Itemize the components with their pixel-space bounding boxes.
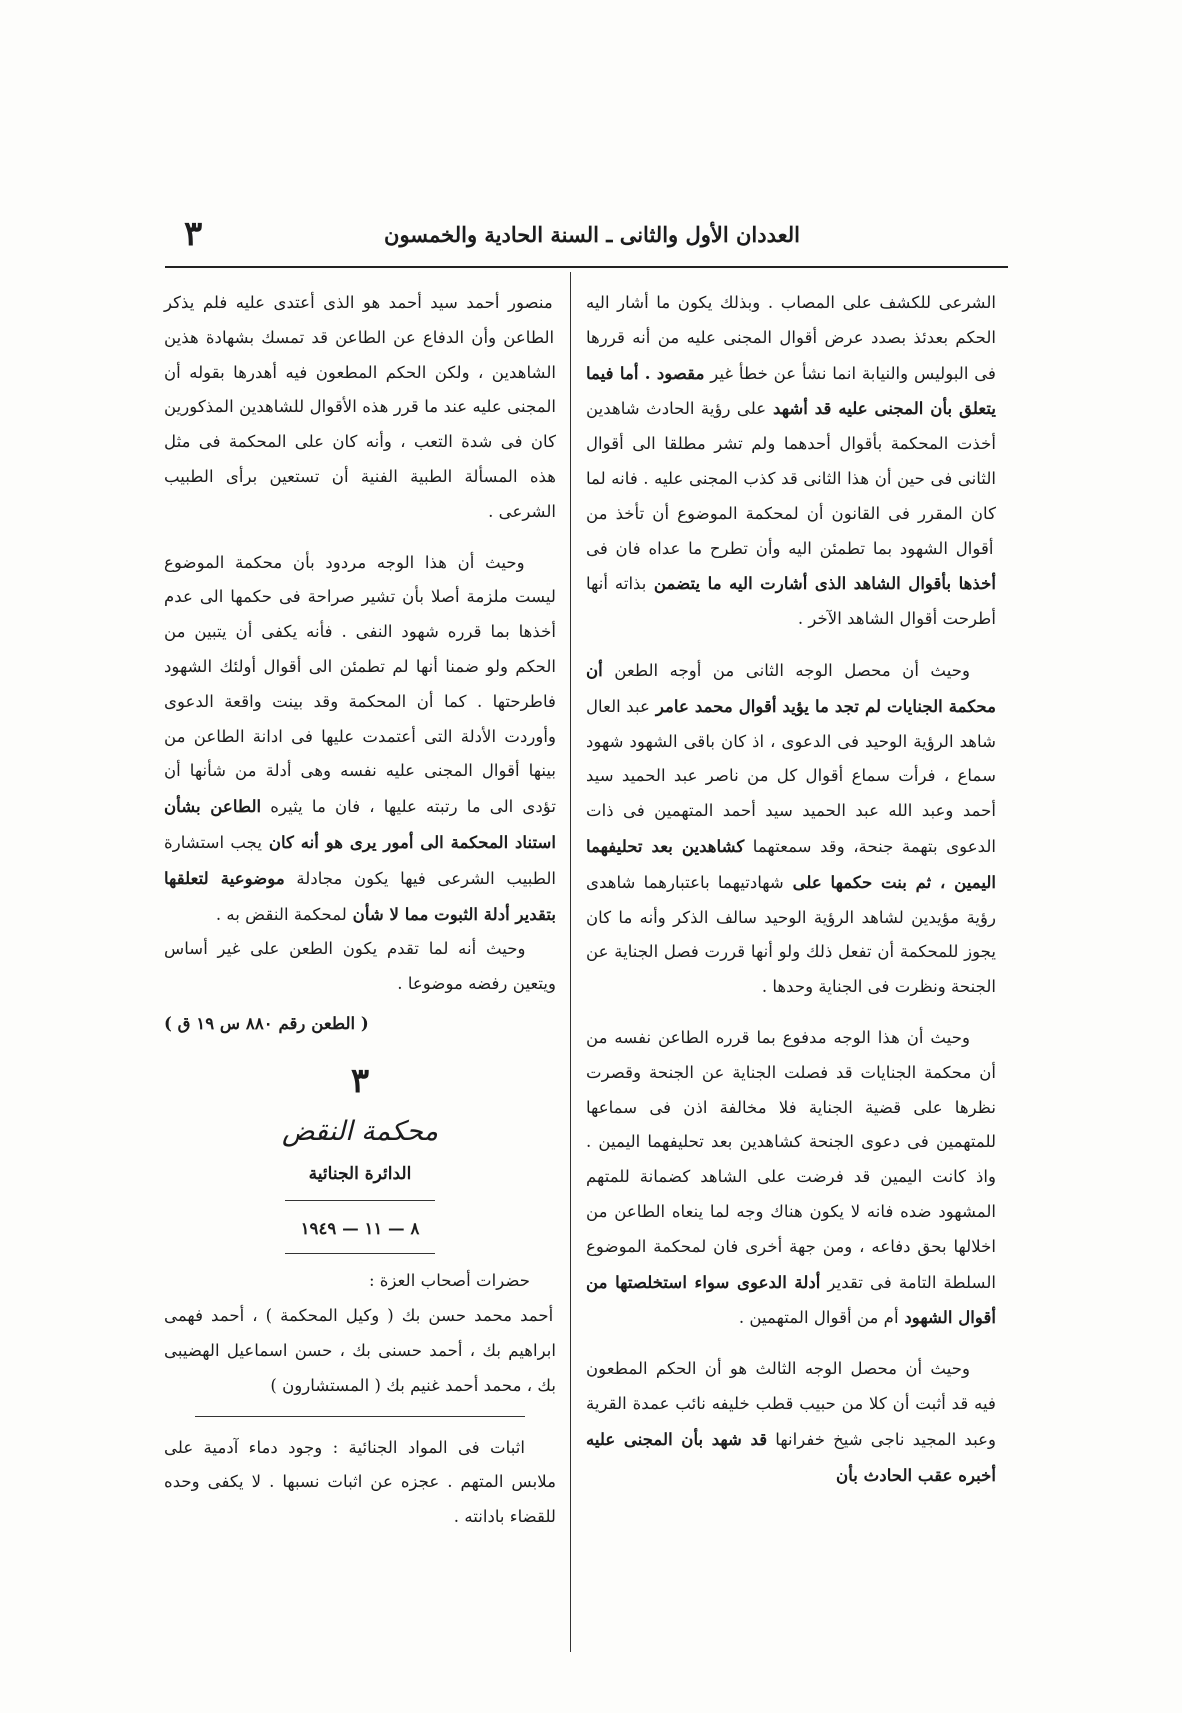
panel-judges: أحمد محمد حسن بك ( وكيل المحكمة ) ، أحمد فهمى ابراهيم بك ، أحمد حسنى بك ، حسن اسماعيل الهضيبى بك ، محمد أحمد غنيم بك ( المستشارون ) [164, 1306, 556, 1395]
paragraph-witnesses-defense: منصور أحمد سيد أحمد هو الذى أعتدى عليه فلم يذكر الطاعن وأن الدفاع عن الطاعن قد تمسك بشهادة هذين الشاهدين ، ولكن الحكم المطعون فيه أهدرها بقوله أن المجنى عليه عند ما قرر هذه الأقوال للشاهدين المذكورين كان فى شدة التعب ، وأنه كان على المحكمة فى مثل هذه المسألة الطبية الفنية أن تستعين برأى الطبيب الشرعى . [164, 293, 556, 521]
paragraph-medical-examiner: الشرعى للكشف على المصاب . وبذلك يكون ما أشار اليه الحكم بعدئذ بصدد عرض أقوال المجنى عليه من أنه قررها فى البوليس والنيابة انما نشأ عن خطأ غير مقصود . أما فيما يتعلق بأن المجنى عليه قد أشهد على رؤية الحادث شاهدين أخذت المحكمة بأقوال أحدهما ولم تشر مطلقا الى أقوال الثانى فى حين أن هذا الثانى قد كذب المجنى عليه . فانه لما كان المقرر فى القانون أن لمحكمة الموضوع أن تأخذ من أقوال الشهود بما تطمئن اليه وأن تطرح ما عداه فان فى أخذها بأقوال الشاهد الذى أشارت اليه ما يتضمن بذاته أنها أطرحت أقوال الشاهد الآخر . [586, 293, 997, 629]
case-number: ٣ [350, 1060, 370, 1101]
paragraph-third-ground: وحيث أن محصل الوجه الثالث هو أن الحكم المطعون فيه قد أثبت أن كلا من حبيب قطب خليفه نائب عمدة القرية وعبد المجيد ناجى شيخ خفرانها قد شهد بأن المجنى عليه أخبره عقب الحادث بأن [586, 1359, 996, 1485]
running-header [160, 214, 1020, 264]
appeal-citation: ( الطعن رقم ٨٨٠ س ١٩ ق ) [164, 1012, 369, 1033]
headnote: اثبات فى المواد الجنائية : وجود دماء آدمية على ملابس المتهم . عجزه عن اثبات نسبها . لا يكفى وحده للقضاء بادانته . [164, 1437, 556, 1527]
left-column [164, 286, 556, 1535]
judgment-date: ٨ — ١١ — ١٩٤٩ [300, 1217, 420, 1238]
paragraph-conclusion: وحيث أنه لما تقدم يكون الطعن على غير أساس ويتعين رفضه موضوعا . [164, 939, 556, 994]
circuit-name: الدائرة الجنائية [308, 1163, 412, 1184]
date-rule-bottom [285, 1253, 435, 1254]
headnote-rule [195, 1416, 525, 1417]
column-divider [570, 272, 571, 1652]
paragraph-third-ground-rebuttal: وحيث أن هذا الوجه مردود بأن محكمة الموضوع ليست ملزمة أصلا بأن تشير صراحة فى حكمها الى عدم أخذها بما قرره شهود النفى . فأنه يكفى أن يتبين من الحكم ولو ضمنا أنها لم تطمئن الى أقوال أولئك الشهود فاطرحتها . كما أن المحكمة وقد بينت واقعة الدعوى وأوردت الأدلة التى أعتمدت عليها فى ادانة الطاعن من بينها أقوال المجنى عليه نفسه وهى أدلة من شأنها أن تؤدى الى ما رتبته عليها ، فان ما يثيره الطاعن بشأن استناد المحكمة الى أمور يرى هو أنه كان يجب استشارة الطبيب الشرعى فيها يكون مجادلة موضوعية لتعلقها بتقدير أدلة الثبوت مما لا شأن لمحكمة النقض به . [164, 552, 557, 924]
header-rule [165, 266, 1008, 268]
date-rule-top [285, 1200, 435, 1201]
journal-issue-title: العددان الأول والثانى ـ السنة الحادية والخمسون [384, 222, 800, 247]
page-number: ٣ [184, 214, 203, 254]
court-name: محكمة النقض [281, 1115, 439, 1147]
panel-heading: حضرات أصحاب العزة : [368, 1271, 530, 1291]
paragraph-second-ground: وحيث أن محصل الوجه الثانى من أوجه الطعن أن محكمة الجنايات لم تجد ما يؤيد أقوال محمد عامر عبد العال شاهد الرؤية الوحيد فى الدعوى ، اذ كان باقى الشهود شهود سماع ، فرأت سماع أقوال كل من ناصر عبد الحميد سيد أحمد وعبد الله عبد الحميد سيد أحمد المتهمين فى ذات الدعوى بتهمة جنحة، وقد سمعتهما كشاهدين بعد تحليفهما اليمين ، ثم بنت حكمها على شهادتيهما باعتبارهما شاهدى رؤية مؤيدين لشاهد الرؤية الوحيد سالف الذكر وأنه ما كان يجوز للمحكمة أن تفعل ذلك ولو أنها قررت فصل الجناية عن الجنحة ونظرت فى الجناية وحدها . [586, 659, 997, 997]
right-column [586, 286, 996, 1493]
paragraph-second-ground-rebuttal: وحيث أن هذا الوجه مدفوع بما قرره الطاعن نفسه من أن محكمة الجنايات قد فصلت الجناية عن الجنحة وقصرت نظرها على قضية الجناية فلا مخالفة اذن فى سماعها للمتهمين فى دعوى الجنحة كشاهدين بعد تحليفهما اليمين . واذ كانت اليمين قد فرضت على الشاهد كضمانة للمتهم المشهود ضده فانه لا يكون هناك وجه لما ينعاه الطاعن من اخلالها بحق دفاعه ، ومن جهة أخرى فان لمحكمة الموضوع السلطة التامة فى تقدير أدلة الدعوى سواء استخلصتها من أقوال الشهود أم من أقوال المتهمين . [586, 1027, 997, 1328]
